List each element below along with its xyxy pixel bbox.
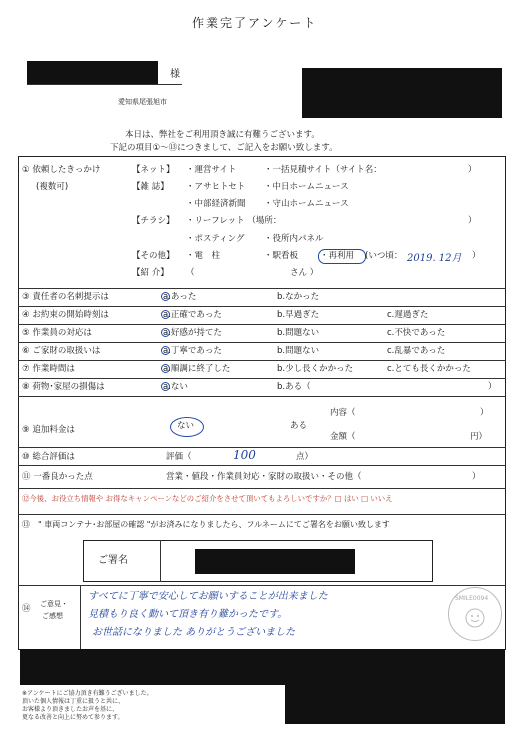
q10-suffix: 点） xyxy=(296,452,314,462)
comment-line-3: お世話になりました ありがとうございました xyxy=(92,627,296,638)
q7-a: a.順調に終了した xyxy=(163,364,231,374)
q1-net-b: ・一括見積サイト（サイト名： xyxy=(264,165,382,175)
intro-line-2: 下記の項目①～⑬につきまして、ご記入をお願い致します。 xyxy=(110,143,338,153)
comment-line-2: 見積もり良く動いて頂き有り難かったです。 xyxy=(88,609,288,620)
divider xyxy=(18,488,506,489)
q1-net-close: ） xyxy=(468,165,477,175)
q1-intro-paren: （ xyxy=(186,268,195,278)
q1-fly-a: ・リーフレット （場所： xyxy=(186,216,282,226)
q1-mag-d: ・守山ホームニュース xyxy=(264,199,349,209)
q9-none: ない xyxy=(177,421,195,431)
divider xyxy=(18,360,506,361)
q1-oth-a: ・電 柱 xyxy=(186,251,221,261)
q1-mag-a: ・アサヒトセト xyxy=(186,182,246,192)
q1-label: ① 依頼したきっかけ xyxy=(22,165,101,175)
q14-label-3: ご感想 xyxy=(42,612,63,620)
q8-c: ） xyxy=(488,382,497,392)
signature-divider xyxy=(160,540,161,582)
q8-label: ⑧ 荷物･家屋の損傷は xyxy=(22,382,105,392)
q4-c: c.遅過ぎた xyxy=(387,310,429,320)
q10-prefix: 評価（ xyxy=(166,452,192,462)
q5-a: a.好感が持てた xyxy=(163,328,222,338)
q1-fly-close: ） xyxy=(468,216,477,226)
divider xyxy=(18,514,506,515)
q1-intro: 【紹 介】 xyxy=(132,268,169,278)
q11-options: 営業・値段・作業員対応・家財の取扱い・その他（ xyxy=(166,472,362,482)
footer-line-3: お客様より頂きましたお声を基に、 xyxy=(22,706,119,713)
q1-oth-when-value: 2019. 12月 xyxy=(407,253,462,264)
q6-c: c.乱暴であった xyxy=(387,346,446,356)
signature-label: ご署名 xyxy=(98,555,128,566)
footer-redaction-2 xyxy=(285,684,505,724)
divider xyxy=(18,378,506,379)
q11-close: ） xyxy=(472,472,481,482)
q1-oth-close: ） xyxy=(472,251,481,261)
stamp-text: SMILE0094 xyxy=(455,595,489,602)
intro-line-1: 本日は、弊社をご利用頂き誠に有難うございます。 xyxy=(125,130,320,140)
q8-a: a.ない xyxy=(163,382,188,392)
q1-magazine: 【雑 誌】 xyxy=(132,182,169,192)
q4-b: b.早過ぎた xyxy=(277,310,320,320)
footer-line-2: 頂いた個人情報は丁重に扱うと共に、 xyxy=(22,698,125,705)
q7-label: ⑦ 作業時間は xyxy=(22,364,75,374)
q3-label: ③ 責任者の名刺提示は xyxy=(22,292,109,302)
q1-oth-b: ・駅看板 xyxy=(264,251,299,261)
divider xyxy=(18,324,506,325)
customer-name-redaction xyxy=(27,61,158,84)
q6-a: a.丁寧であった xyxy=(163,346,222,356)
name-underline xyxy=(27,84,182,85)
q9-yen: 円） xyxy=(470,432,488,442)
divider xyxy=(18,447,506,448)
q5-label: ⑤ 作業員の対応は xyxy=(22,328,92,338)
q5-c: c.不快であった xyxy=(387,328,446,338)
q1-flyer: 【チラシ】 xyxy=(132,216,175,226)
q8-b: b.ある（ xyxy=(277,382,311,392)
q7-c: c.とても長くかかった xyxy=(387,364,471,374)
signature-redaction xyxy=(195,549,355,574)
q1-mag-b: ・中日ホームニュース xyxy=(264,182,349,192)
q1-other: 【その他】 xyxy=(132,251,175,261)
divider xyxy=(18,396,506,397)
footer-line-1: ※アンケートにご協力頂き有難うございました。 xyxy=(22,690,153,697)
comment-line-1: すべてに丁寧で安心してお願いすることが出来ました xyxy=(88,591,328,602)
customer-address: 愛知県尾張旭市 xyxy=(118,98,167,106)
q9-yes: ある xyxy=(290,421,308,431)
q4-a: a.正確であった xyxy=(163,310,222,320)
divider xyxy=(18,342,506,343)
q14-label-2: ご意見・ xyxy=(40,600,68,608)
q4-label: ④ お約束の開始時刻は xyxy=(22,310,109,320)
honorific: 様 xyxy=(170,69,180,80)
smile-stamp xyxy=(448,587,502,641)
q14-label: ⑭ xyxy=(22,604,31,614)
q1-mag-c: ・中部経済新聞 xyxy=(186,199,246,209)
q9-content-close: ） xyxy=(480,408,489,418)
divider xyxy=(18,306,506,307)
divider xyxy=(18,465,506,466)
footer-redaction xyxy=(20,649,505,685)
q11-label: ⑪ 一番良かった点 xyxy=(22,472,93,482)
q10-score: 100 xyxy=(233,448,256,462)
q1-net: 【ネット】 xyxy=(132,165,175,175)
q9-amount: 金額（ xyxy=(330,432,356,442)
q10-label: ⑩ 総合評価は xyxy=(22,452,75,462)
q5-b: b.問題ない xyxy=(277,328,320,338)
q12-text: ⑫今後、お役立ち情報や お得なキャンペーンなどのご紹介をさせて頂いてもよろしいですか？□ はい □ いいえ xyxy=(22,494,393,503)
q1-oth-c: ・再利用 xyxy=(320,251,355,261)
page-title: 作業完了アンケート xyxy=(192,16,318,30)
footer-line-4: 更なる改善と向上に努めて参ります。 xyxy=(22,714,124,721)
comment-divider xyxy=(80,585,81,650)
q3-b: b.なかった xyxy=(277,292,320,302)
q6-label: ⑥ ご家財の取扱いは xyxy=(22,346,101,356)
q1-fly-c: ・役所内パネル xyxy=(264,234,324,244)
q1-sub: (複数可) xyxy=(36,182,69,192)
q9-label: ⑨ 追加料金は xyxy=(22,425,75,435)
q3-a: a.あった xyxy=(163,292,197,302)
q9-content: 内容（ xyxy=(330,408,356,418)
q1-intro-san: さん ） xyxy=(290,268,319,278)
q1-net-a: ・運営サイト xyxy=(186,165,237,175)
company-redaction xyxy=(302,68,502,118)
divider xyxy=(18,585,506,586)
q6-b: b.問題ない xyxy=(277,346,320,356)
q1-oth-when: (いつ頃： xyxy=(365,251,403,261)
q1-fly-b: ・ポスティング xyxy=(186,234,245,244)
divider xyxy=(18,288,506,289)
q13-text: ⑬ " 車両コンテナ･お部屋の確認 "がお済みになりましたら、フルネームにてご署名をお願い致します xyxy=(22,520,390,529)
q7-b: b.少し長くかかった xyxy=(277,364,354,374)
